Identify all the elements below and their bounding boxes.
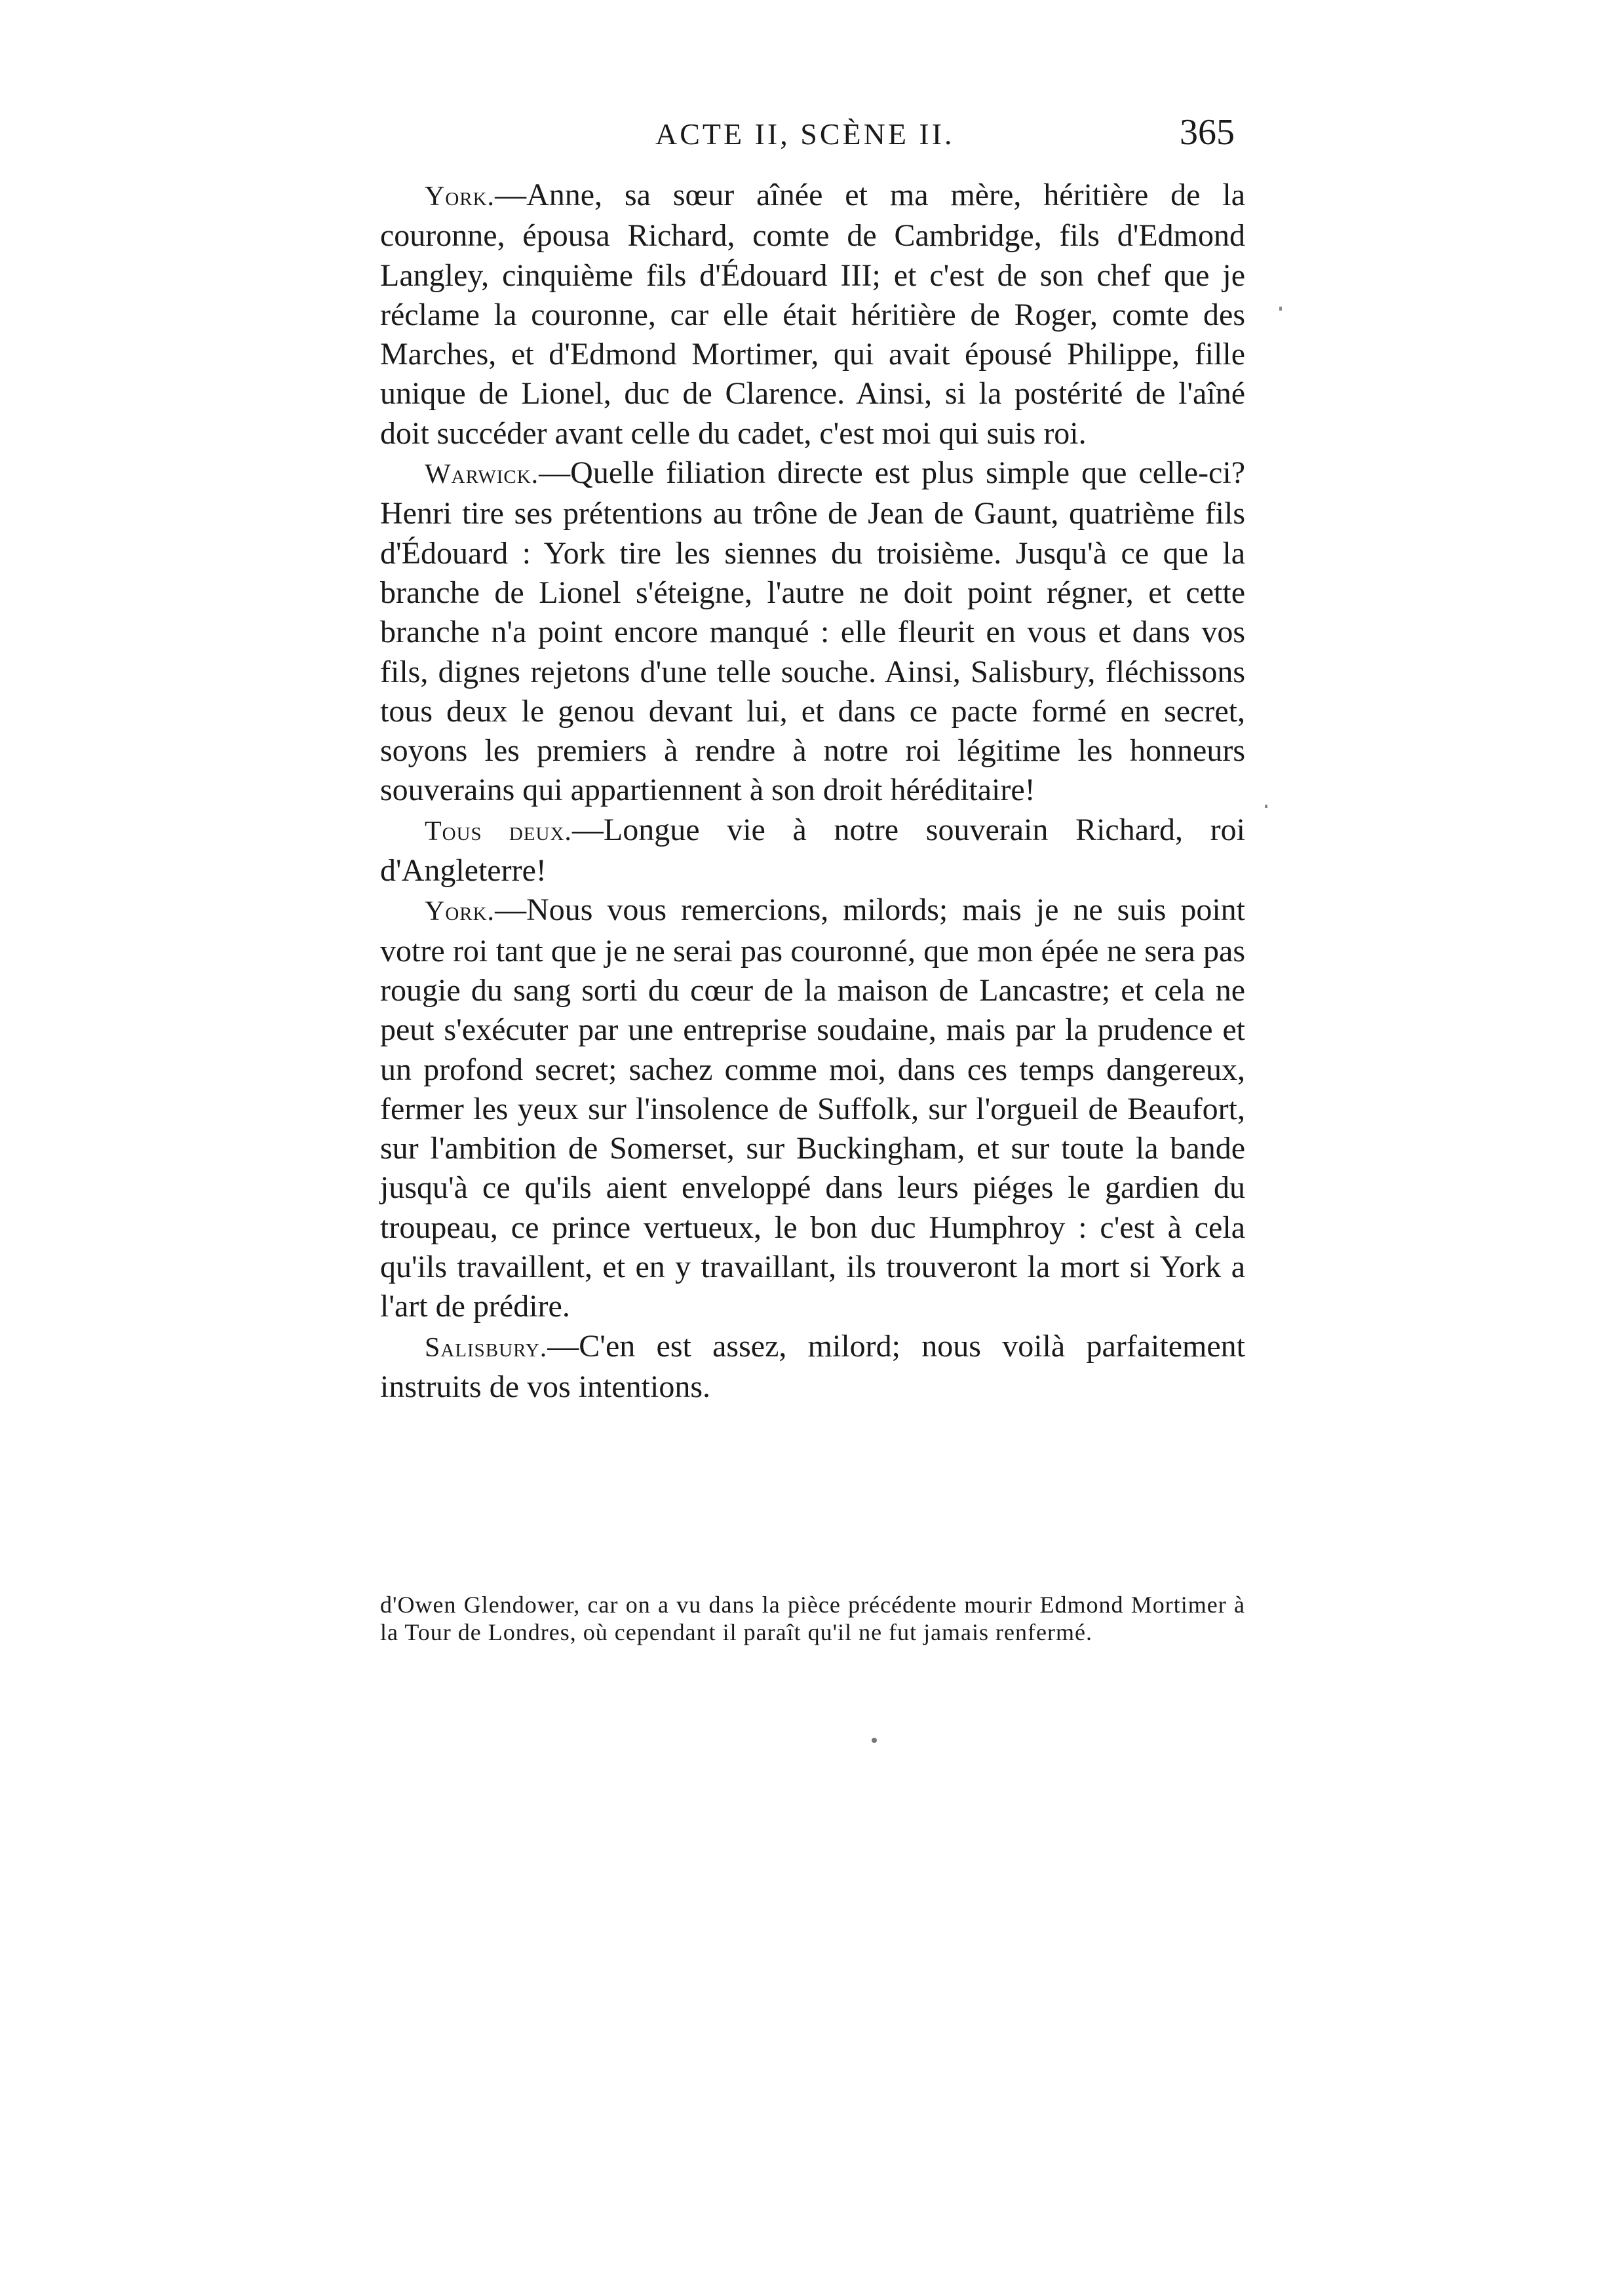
speech-text: —Anne, sa sœur aînée et ma mère, héritière de la couronne, épousa Richard, comte de Cambridge, fils d'Edmond Langley, cinquième fils d'Édouard III; et c'est de son chef que je réclame la couronne, car elle était héritière de Roger, comte des Marches, et d'Edmond Mortimer, qui avait épousé Philippe, fille unique de Lionel, duc de Clarence. Ainsi, si la postérité de l'aîné doit succéder avant celle du cadet, c'est moi qui suis roi.	[380, 178, 1245, 451]
running-head: ACTE II, SCÈNE II.	[655, 117, 955, 151]
page-number: 365	[1180, 112, 1235, 153]
ink-speck	[1265, 805, 1267, 808]
speaker-name: York.	[425, 896, 495, 927]
ink-speck	[1279, 307, 1282, 311]
speaker-name: Tous deux.	[425, 816, 572, 847]
speech-text: —Nous vous remercions, milords; mais je ne suis point votre roi tant que je ne serai pas couronné, que mon épée ne sera pas rougie du sang sorti du cœur de la maison de Lancastre; et cela ne peut s'exécuter par une entreprise soudaine, mais par la prudence et un profond secret; sachez comme moi, dans ces temps dangereux, fermer les yeux sur l'insolence de Suffolk, sur l'orgueil de Beaufort, sur l'ambition de Somerset, sur Buckingham, et sur toute la bande jusqu'à ce qu'ils aient enveloppé dans leurs piéges le gardien du troupeau, ce prince vertueux, le bon duc Humphroy : c'est à cela qu'ils travaillent, et en y travaillant, ils trouveront la mort si York a l'art de prédire.	[380, 892, 1245, 1324]
speech-salisbury	[380, 1327, 1245, 1407]
speech-text: —Longue vie à notre souverain Richard, roi d'Angleterre!	[380, 812, 1245, 889]
speech-york-2	[380, 890, 1245, 1326]
speech-text: —Quelle filiation directe est plus simple que celle-ci? Henri tire ses prétentions au trône de Jean de Gaunt, quatrième fils d'Édouard : York tire les siennes du troisième. Jusqu'à ce que la branche de Lionel s'éteigne, l'autre ne doit point régner, et cette branche n'a point encore manqué : elle fleurit en vous et dans vos fils, dignes rejetons d'une telle souche. Ainsi, Salisbury, fléchissons tous deux le genou devant lui, et dans ce pacte formé en secret, soyons les premiers à rendre à notre roi légitime les honneurs souverains qui appartiennent à son droit héréditaire!	[380, 455, 1245, 808]
footnote: d'Owen Glendower, car on a vu dans la pièce précédente mourir Edmond Mortimer à la Tour de Londres, où cependant il paraît qu'il ne fut jamais renfermé.	[380, 1592, 1245, 1645]
ink-speck	[872, 1738, 877, 1743]
speaker-name: Warwick.	[425, 459, 539, 490]
speaker-name: Salisbury.	[425, 1332, 548, 1363]
speech-warwick	[380, 453, 1245, 811]
speech-york-1	[380, 176, 1245, 453]
speech-tous-deux	[380, 811, 1245, 891]
speaker-name: York.	[425, 182, 495, 212]
body-text	[380, 176, 1245, 1407]
speech-text: —C'en est assez, milord; nous voilà parfaitement instruits de vos intentions.	[380, 1328, 1245, 1404]
